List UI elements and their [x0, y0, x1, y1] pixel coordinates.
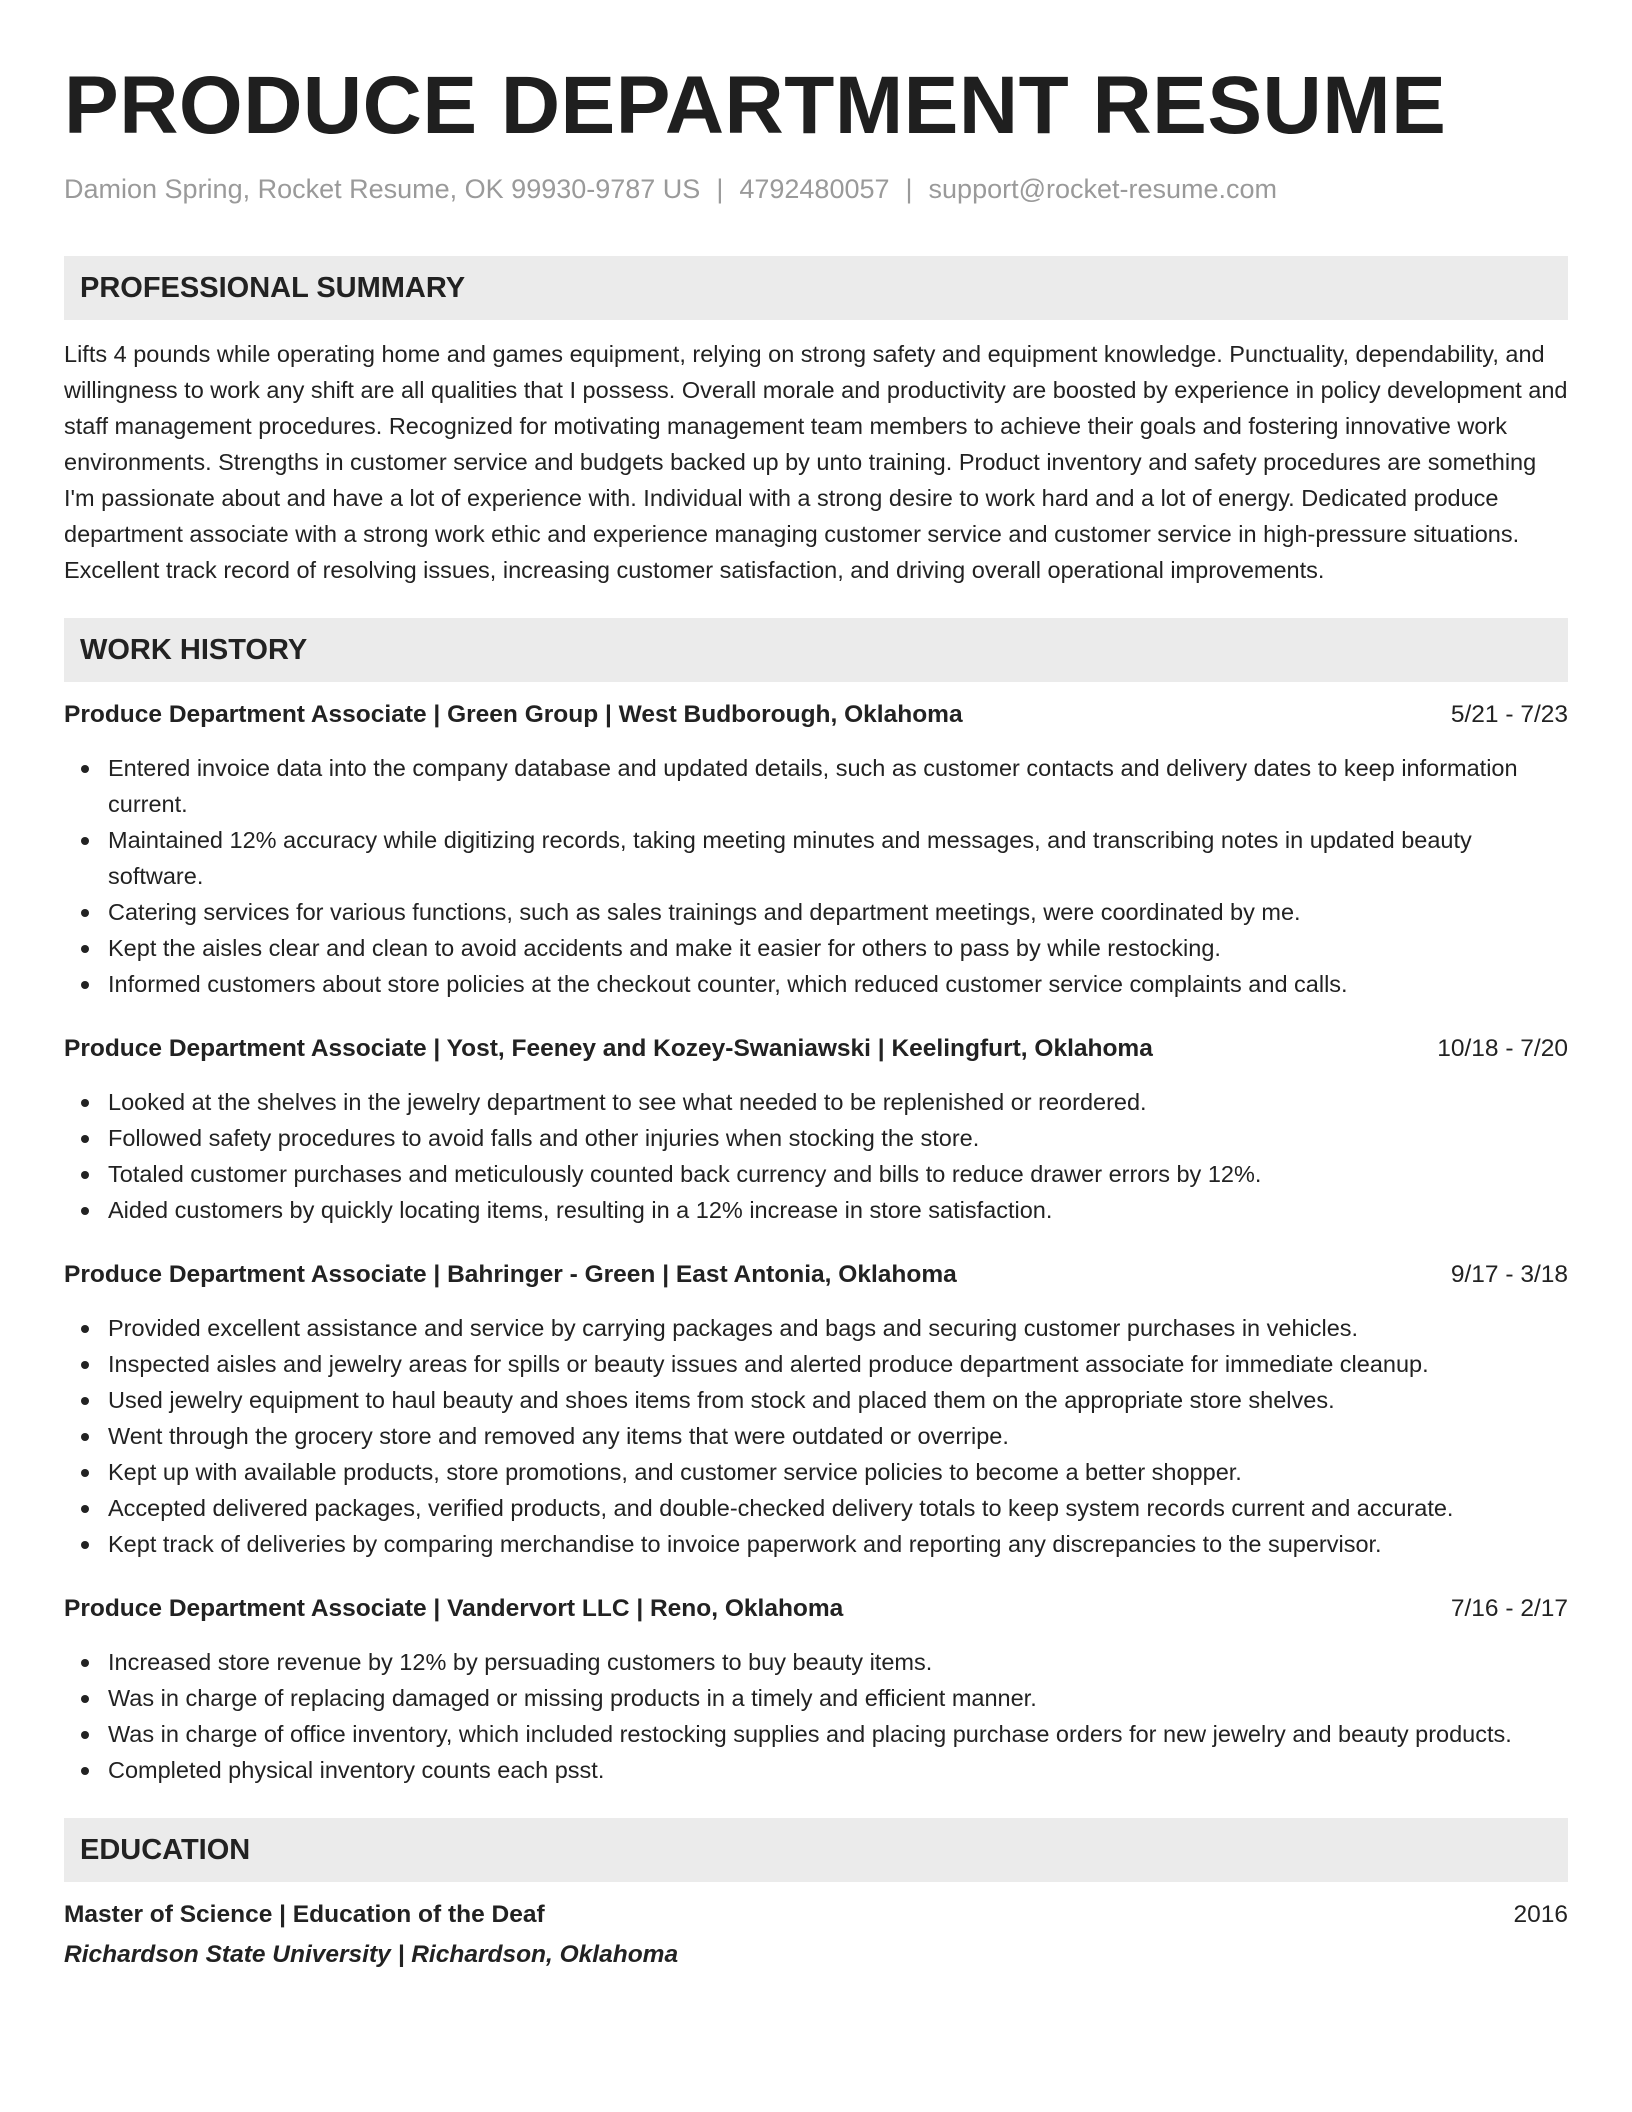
bullet-item: Kept track of deliveries by comparing merchandise to invoice paperwork and reporting any discrepancies to the supervisor. [64, 1526, 1568, 1562]
resume-title: PRODUCE DEPARTMENT RESUME [64, 60, 1447, 151]
bullet-item: Totaled customer purchases and meticulously counted back currency and bills to reduce drawer errors by 12%. [64, 1156, 1568, 1192]
contact-email: support@rocket-resume.com [928, 174, 1278, 204]
job-header [64, 1258, 1568, 1292]
education-school: Richardson State University | Richardson, Oklahoma [64, 1941, 679, 1968]
bullet-item: Entered invoice data into the company database and updated details, such as customer contacts and delivery dates to keep information current. [64, 750, 1568, 822]
bullet-item: Inspected aisles and jewelry areas for spills or beauty issues and alerted produce department associate for immediate cleanup. [64, 1346, 1568, 1382]
bullet-item: Kept the aisles clear and clean to avoid accidents and make it easier for others to pass by while restocking. [64, 930, 1568, 966]
section-header-summary [64, 256, 1568, 320]
job-entry [64, 1032, 1568, 1228]
contact-separator: | [716, 174, 724, 204]
job-entry [64, 1258, 1568, 1562]
bullet-item: Completed physical inventory counts each psst. [64, 1752, 1568, 1788]
job-dates: 5/21 - 7/23 [1450, 701, 1568, 728]
bullet-item: Provided excellent assistance and service by carrying packages and bags and securing customer purchases in vehicles. [64, 1310, 1568, 1346]
bullet-item: Catering services for various functions, such as sales trainings and department meetings, were coordinated by me. [64, 894, 1568, 930]
bullet-item: Used jewelry equipment to haul beauty and shoes items from stock and placed them on the appropriate store shelves. [64, 1382, 1568, 1418]
bullet-item: Looked at the shelves in the jewelry department to see what needed to be replenished or reordered. [64, 1084, 1568, 1120]
bullet-item: Accepted delivered packages, verified products, and double-checked delivery totals to keep system records current and accurate. [64, 1490, 1568, 1526]
education-year: 2016 [1513, 1901, 1568, 1928]
contact-line [64, 172, 1568, 206]
bullet-item: Informed customers about store policies at the checkout counter, which reduced customer service complaints and calls. [64, 966, 1568, 1002]
job-bullets [64, 1644, 1568, 1788]
education-header [64, 1898, 1568, 1932]
bullet-item: Went through the grocery store and removed any items that were outdated or overripe. [64, 1418, 1568, 1454]
job-title: Produce Department Associate | Vandervort LLC | Reno, Oklahoma [64, 1595, 844, 1622]
contact-address: Damion Spring, Rocket Resume, OK 99930-9787 US [64, 174, 701, 204]
education-entry [64, 1898, 1568, 1972]
job-bullets [64, 750, 1568, 1002]
bullet-item: Kept up with available products, store promotions, and customer service policies to become a better shopper. [64, 1454, 1568, 1490]
job-entry [64, 698, 1568, 1002]
job-header [64, 1592, 1568, 1626]
bullet-item: Aided customers by quickly locating items, resulting in a 12% increase in store satisfaction. [64, 1192, 1568, 1228]
job-title: Produce Department Associate | Green Group | West Budborough, Oklahoma [64, 701, 963, 728]
section-title: WORK HISTORY [80, 633, 308, 666]
job-entry [64, 1592, 1568, 1788]
bullet-item: Followed safety procedures to avoid falls and other injuries when stocking the store. [64, 1120, 1568, 1156]
job-bullets [64, 1084, 1568, 1228]
job-title: Produce Department Associate | Bahringer - Green | East Antonia, Oklahoma [64, 1261, 957, 1288]
job-title: Produce Department Associate | Yost, Feeney and Kozey-Swaniawski | Keelingfurt, Oklahoma [64, 1035, 1153, 1062]
education-degree: Master of Science | Education of the Deaf [64, 1901, 545, 1928]
contact-separator: | [905, 174, 913, 204]
section-header-education [64, 1818, 1568, 1882]
job-dates: 9/17 - 3/18 [1450, 1261, 1568, 1288]
bullet-item: Was in charge of replacing damaged or missing products in a timely and efficient manner. [64, 1680, 1568, 1716]
bullet-item: Was in charge of office inventory, which included restocking supplies and placing purchase orders for new jewelry and beauty products. [64, 1716, 1568, 1752]
job-dates: 7/16 - 2/17 [1450, 1595, 1568, 1622]
bullet-item: Increased store revenue by 12% by persuading customers to buy beauty items. [64, 1644, 1568, 1680]
bullet-item: Maintained 12% accuracy while digitizing records, taking meeting minutes and messages, and transcribing notes in updated beauty software. [64, 822, 1568, 894]
job-dates: 10/18 - 7/20 [1437, 1035, 1568, 1062]
section-header-work-history [64, 618, 1568, 682]
summary-text: Lifts 4 pounds while operating home and games equipment, relying on strong safety and equipment knowledge. Punctuality, dependability, and willingness to work any shift are all qualities that I possess. Overall morale and productivity are boosted by experience in policy development and staff management procedures. Recognized for motivating management team members to achieve their goals and fostering innovative work environments. Strengths in customer service and budgets backed up by unto training. Product inventory and safety procedures are something I'm passionate about and have a lot of experience with. Individual with a strong desire to work hard and a lot of energy. Dedicated produce department associate with a strong work ethic and experience managing customer service and customer service in high-pressure situations. Excellent track record of resolving issues, increasing customer satisfaction, and driving overall operational improvements. [64, 341, 1568, 583]
job-header [64, 1032, 1568, 1066]
job-header [64, 698, 1568, 732]
section-title: PROFESSIONAL SUMMARY [80, 271, 466, 304]
section-title: EDUCATION [80, 1833, 251, 1866]
job-bullets [64, 1310, 1568, 1562]
contact-phone: 4792480057 [739, 174, 890, 204]
